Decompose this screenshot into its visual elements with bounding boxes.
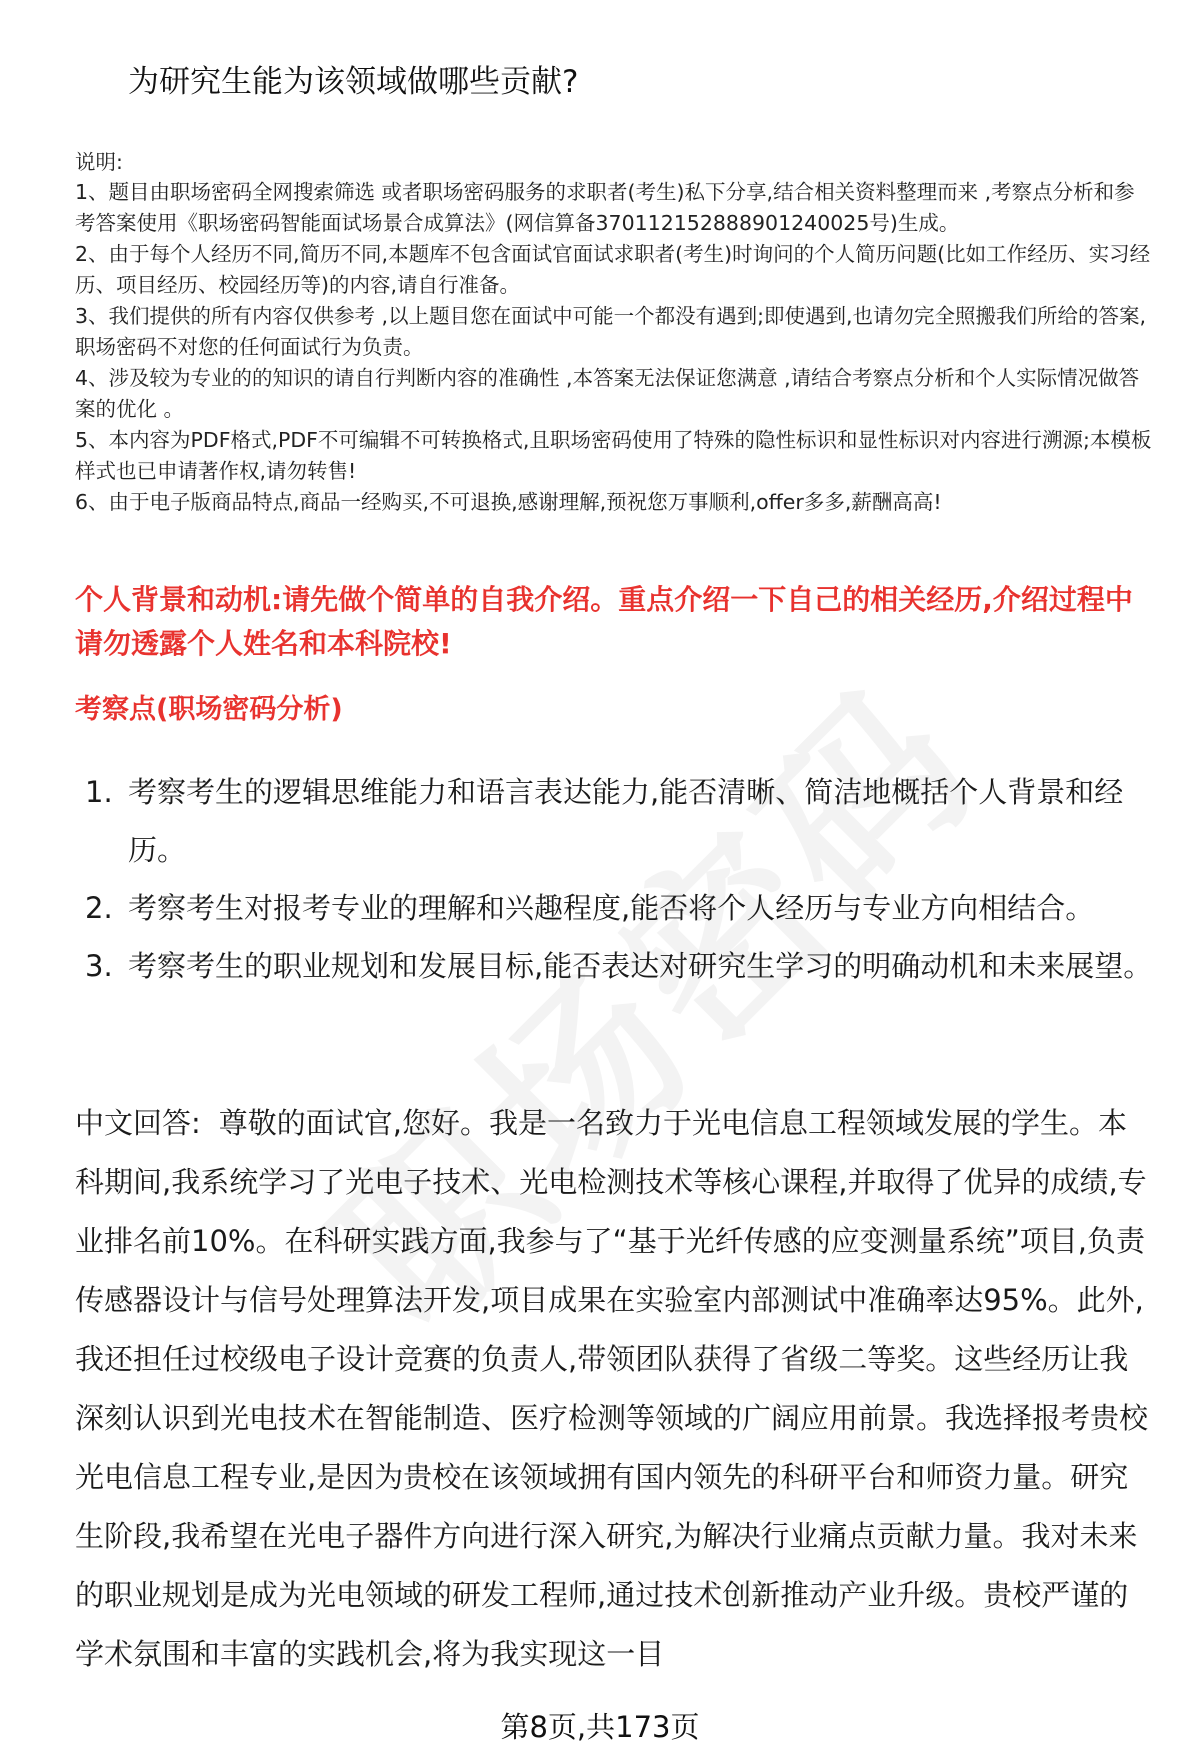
page-title: 为研究生能为该领域做哪些贡献?	[128, 64, 579, 100]
assessment-point-number: 2.	[85, 891, 113, 925]
assessment-point-number: 3.	[85, 949, 113, 983]
assessment-point-number: 1.	[85, 775, 113, 809]
notice-item: 1、题目由职场密码全网搜索筛选 或者职场密码服务的求职者(考生)私下分享,结合相关资料整理而来 ,考察点分析和参考答案使用《职场密码智能面试场景合成算法》(网信算备370112152888901240025号)生成。	[75, 180, 1135, 235]
assessment-point	[75, 879, 1155, 937]
notice-list	[75, 177, 1155, 518]
notice-item: 6、由于电子版商品特点,商品一经购买,不可退换,感谢理解,预祝您万事顺利,offer多多,薪酬高高!	[75, 490, 942, 514]
notice-heading: 说明:	[75, 150, 123, 174]
interview-question: 个人背景和动机:请先做个简单的自我介绍。重点介绍一下自己的相关经历,介绍过程中请勿透露个人姓名和本科院校!	[75, 583, 1133, 660]
page-number-footer: 第8页,共173页	[500, 1710, 700, 1744]
answer-label: 中文回答:	[75, 1106, 201, 1140]
assessment-point	[75, 763, 1155, 879]
assessment-point	[75, 937, 1155, 995]
notice-item: 5、本内容为PDF格式,PDF不可编辑不可转换格式,且职场密码使用了特殊的隐性标识和显性标识对内容进行溯源;本模板样式也已申请著作权,请勿转售!	[75, 428, 1152, 483]
notice-item: 2、由于每个人经历不同,简历不同,本题库不包含面试官面试求职者(考生)时询问的个人简历问题(比如工作经历、实习经历、项目经历、校园经历等)的内容,请自行准备。	[75, 242, 1151, 297]
assessment-point-text: 考察考生的职业规划和发展目标,能否表达对研究生学习的明确动机和未来展望。	[128, 949, 1153, 983]
assessment-points-heading: 考察点(职场密码分析)	[75, 694, 343, 725]
assessment-points-list	[75, 763, 1155, 995]
notice-item: 4、涉及较为专业的的知识的请自行判断内容的准确性 ,本答案无法保证您满意 ,请结合考察点分析和个人实际情况做答案的优化 。	[75, 366, 1140, 421]
assessment-point-text: 考察考生对报考专业的理解和兴趣程度,能否将个人经历与专业方向相结合。	[128, 891, 1095, 925]
assessment-point-text: 考察考生的逻辑思维能力和语言表达能力,能否清晰、简洁地概括个人背景和经历。	[128, 775, 1124, 867]
answer-text: 尊敬的面试官,您好。我是一名致力于光电信息工程领域发展的学生。本科期间,我系统学习了光电子技术、光电检测技术等核心课程,并取得了优异的成绩,专业排名前10%。在科研实践方面,我参与了“基于光纤传感的应变测量系统”项目,负责传感器设计与信号处理算法开发,项目成果在实验室内部测试中准确率达95%。此外,我还担任过校级电子设计竞赛的负责人,带领团队获得了省级二等奖。这些经历让我深刻认识到光电技术在智能制造、医疗检测等领域的广阔应用前景。我选择报考贵校光电信息工程专业,是因为贵校在该领域拥有国内领先的科研平台和师资力量。研究生阶段,我希望在光电子器件方向进行深入研究,为解决行业痛点贡献力量。我对未来的职业规划是成为光电领域的研发工程师,通过技术创新推动产业升级。贵校严谨的学术氛围和丰富的实践机会,将为我实现这一目	[75, 1106, 1149, 1671]
answer-block	[75, 1094, 1155, 1684]
notice-item: 3、我们提供的所有内容仅供参考 ,以上题目您在面试中可能一个都没有遇到;即使遇到,也请勿完全照搬我们所给的答案,职场密码不对您的任何面试行为负责。	[75, 304, 1147, 359]
